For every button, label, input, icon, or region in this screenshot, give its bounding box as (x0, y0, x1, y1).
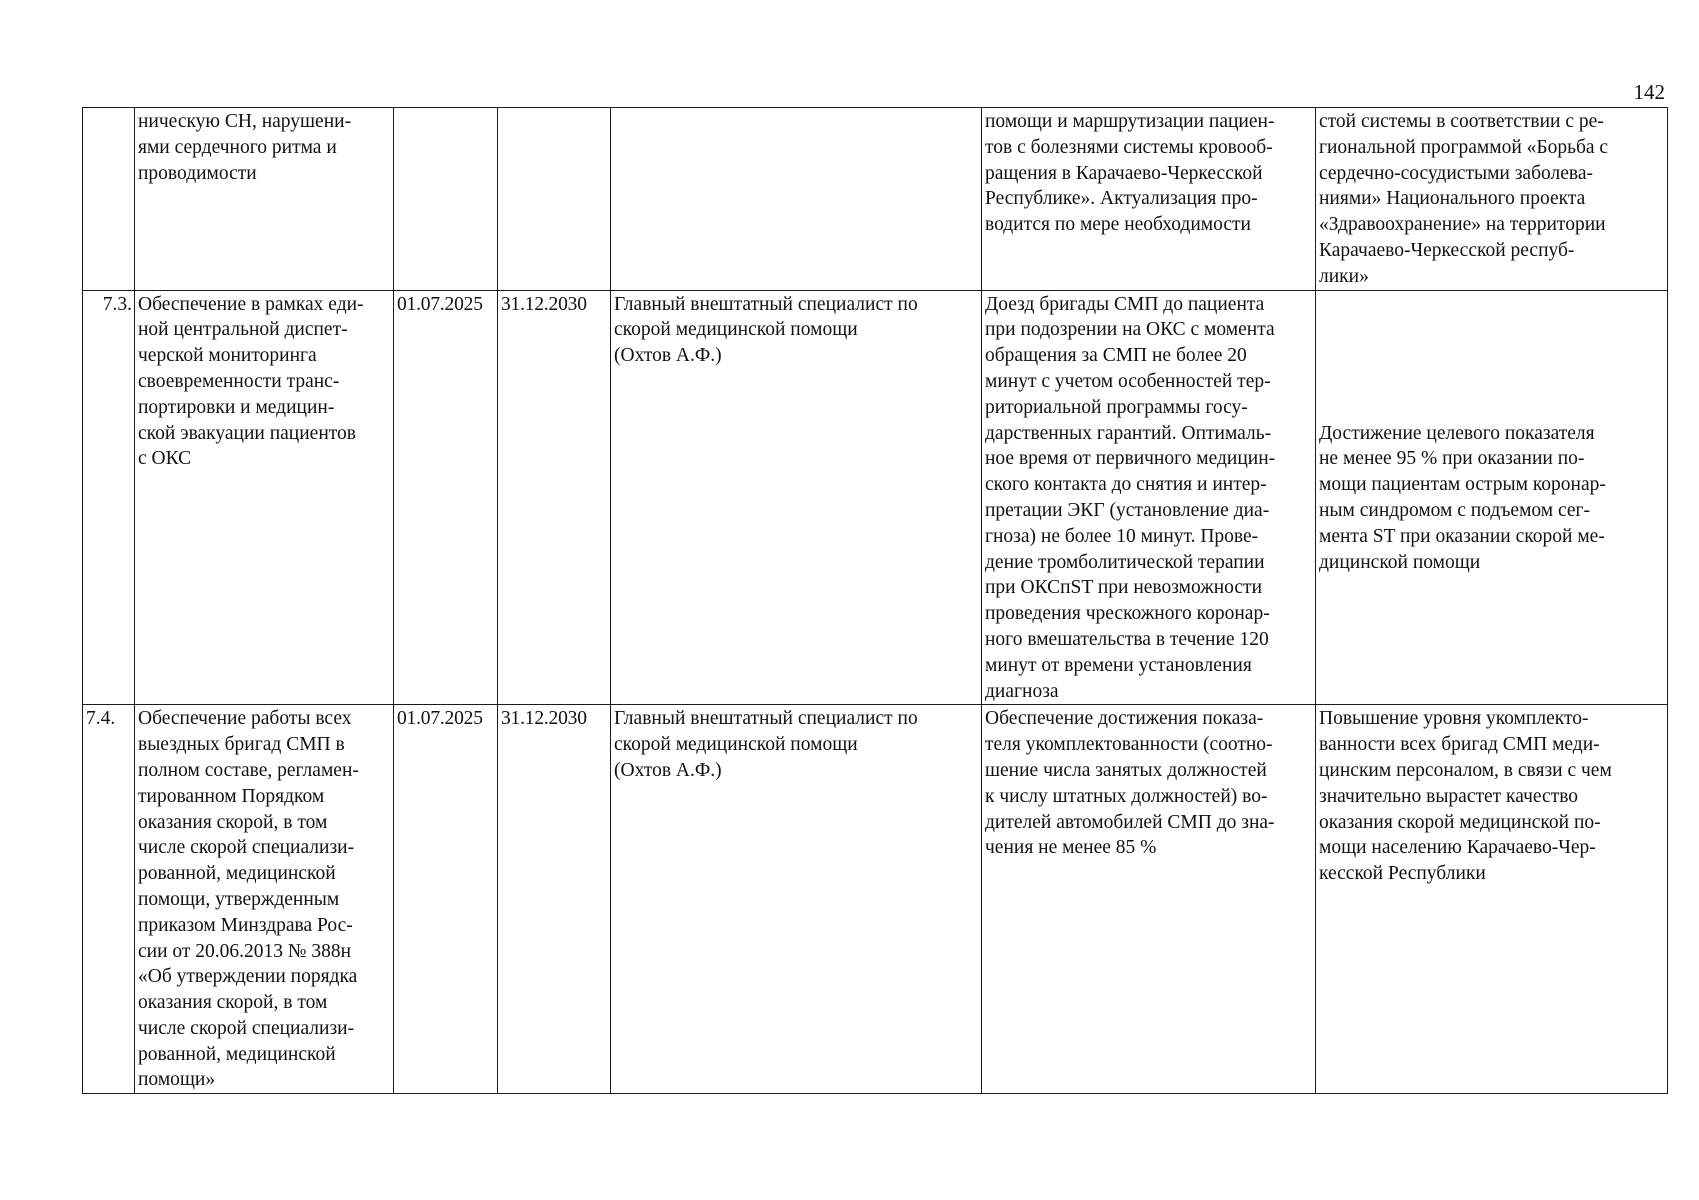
cell-text-line: гиональной программой «Борьба с (1319, 136, 1609, 158)
indicator-cell (982, 705, 1316, 1094)
measures-table (82, 107, 1668, 1094)
cell-text-line: ского контакта до снятия и интер- (985, 474, 1267, 496)
start-date (394, 108, 498, 291)
cell-text-line: выездных бригад СМП в (138, 734, 345, 756)
cell-text-line: к числу штатных должностей) во- (985, 785, 1268, 807)
cell-text-line: оказания скорой, в том (138, 811, 328, 833)
row-number (83, 108, 135, 291)
cell-text-line: Обеспечение в рамках еди- (138, 293, 364, 315)
result-cell (1316, 705, 1668, 1094)
cell-text-line: чения не менее 85 % (985, 837, 1157, 859)
table-row (83, 705, 1668, 1094)
cell-text-line: при ОКСпST при невозможности (985, 577, 1263, 599)
cell-text-line: помощи» (138, 1069, 216, 1091)
cell-text-line: Главный внештатный специалист по (614, 708, 918, 730)
cell-text-line: помощи и маршрутизации пациен- (985, 111, 1275, 132)
cell-text-line: Достижение целевого показателя (1319, 422, 1595, 444)
cell-text-line: Обеспечение работы всех (138, 708, 352, 730)
result-cell (1316, 108, 1668, 291)
cell-text-line: черской мониторинга (138, 345, 317, 367)
row-number: 7.3. (83, 290, 135, 705)
cell-text-line: Повышение уровня укомплекто- (1319, 708, 1589, 730)
cell-text-line: Обеспечение достижения показа- (985, 708, 1264, 730)
cell-text-line: теля укомплектованности (соотно- (985, 734, 1273, 756)
cell-text-line: ращения в Карачаево-Черкесской (985, 162, 1263, 184)
cell-text-line: скорой медицинской помощи (614, 319, 858, 341)
cell-text-line: Главный внештатный специалист по (614, 293, 918, 315)
cell-text-line: «Об утверждении порядка (138, 966, 358, 988)
cell-text-line: риториальной программы госу- (985, 396, 1248, 418)
indicator-cell (982, 108, 1316, 291)
table-row (83, 290, 1668, 705)
cell-text-line: приказом Минздрава Рос- (138, 914, 353, 936)
cell-text-line: рованной, медицинской (138, 1043, 336, 1065)
cell-text-line: тированном Порядком (138, 785, 325, 807)
cell-text-line: полном составе, регламен- (138, 759, 359, 781)
cell-text-line: дение тромболитической терапии (985, 551, 1265, 573)
end-date: 31.12.2030 (498, 705, 611, 1094)
table-row (83, 108, 1668, 291)
cell-text-line: шение числа занятых должностей (985, 759, 1267, 781)
result-cell (1316, 290, 1668, 705)
end-date: 31.12.2030 (498, 290, 611, 705)
cell-text-line: ным синдромом с подъемом сег- (1319, 499, 1591, 521)
cell-text-line: Доезд бригады СМП до пациента (985, 293, 1265, 315)
cell-text-line: дарственных гарантий. Оптималь- (985, 422, 1272, 444)
cell-text-line: дителей автомобилей СМП до зна- (985, 811, 1275, 833)
cell-text-line: минут от времени установления (985, 654, 1252, 676)
cell-text-line: минут с учетом особенностей тер- (985, 370, 1271, 392)
cell-text-line: рованной, медицинской (138, 863, 336, 885)
cell-text-line: дицинской помощи (1319, 551, 1481, 573)
event-cell (135, 108, 394, 291)
cell-text-line: своевременности транс- (138, 370, 340, 392)
cell-text-line: мента ST при оказании скорой ме- (1319, 525, 1605, 547)
page-number: 142 (1633, 80, 1665, 104)
responsible-cell (611, 108, 982, 291)
cell-text-line: тов с болезнями системы кровооб- (985, 136, 1273, 158)
cell-text-line: с ОКС (138, 448, 192, 470)
cell-text-line: не менее 95 % при оказании по- (1319, 448, 1585, 470)
cell-text-line: оказания скорой, в том (138, 992, 328, 1014)
cell-text-line: диагноза (985, 680, 1059, 702)
cell-text-line: проведения чрескожного коронар- (985, 603, 1270, 625)
start-date: 01.07.2025 (394, 705, 498, 1094)
cell-text-line: значительно вырастет качество (1319, 785, 1579, 807)
cell-text-line: ного вмешательства в течение 120 (985, 628, 1269, 650)
indicator-cell (982, 290, 1316, 705)
cell-text-line: мощи пациентам острым коронар- (1319, 474, 1606, 496)
cell-text-line: гноза) не более 10 минут. Прове- (985, 525, 1259, 547)
cell-text-line: помощи, утвержденным (138, 888, 340, 910)
cell-text-line: мощи населению Карачаево-Чер- (1319, 837, 1596, 859)
end-date (498, 108, 611, 291)
cell-text-line: ническую СН, нарушени- (138, 111, 352, 132)
cell-text-line: ное время от первичного медицин- (985, 448, 1276, 470)
cell-text-line: водится по мере необходимости (985, 214, 1251, 236)
cell-text-line: оказания скорой медицинской по- (1319, 811, 1601, 833)
cell-text-line: обращения за СМП не более 20 (985, 345, 1247, 367)
cell-text-line: Карачаево-Черкесской респуб- (1319, 239, 1575, 261)
row-number: 7.4. (83, 705, 135, 1094)
start-date: 01.07.2025 (394, 290, 498, 705)
cell-text-line: «Здравоохранение» на территории (1319, 214, 1606, 236)
cell-text-line: претации ЭКГ (установление диа- (985, 499, 1270, 521)
cell-text-line: кесской Республики (1319, 863, 1486, 885)
cell-text-line: ями сердечного ритма и (138, 136, 337, 158)
cell-text-line: лики» (1319, 265, 1369, 287)
cell-text-line: (Охтов А.Ф.) (614, 345, 722, 367)
event-cell (135, 705, 394, 1094)
cell-text-line: ванности всех бригад СМП меди- (1319, 734, 1600, 756)
cell-text-line: ной центральной диспет- (138, 319, 348, 341)
cell-text-line: скорой медицинской помощи (614, 734, 858, 756)
responsible-cell (611, 290, 982, 705)
cell-text-line: стой системы в соответствии с ре- (1319, 111, 1604, 132)
cell-text-line: проводимости (138, 162, 257, 184)
cell-text-line: числе скорой специализи- (138, 837, 355, 859)
cell-text-line: Республике». Актуализация про- (985, 188, 1258, 210)
cell-text-line: числе скорой специализи- (138, 1017, 355, 1039)
cell-text-line: портировки и медицин- (138, 396, 335, 418)
responsible-cell (611, 705, 982, 1094)
cell-text-line: при подозрении на ОКС с момента (985, 319, 1275, 341)
cell-text-line: сии от 20.06.2013 № 388н (138, 940, 352, 962)
cell-text-line: ниями» Национального проекта (1319, 188, 1586, 210)
event-cell (135, 290, 394, 705)
cell-text-line: (Охтов А.Ф.) (614, 759, 722, 781)
cell-text-line: сердечно-сосудистыми заболева- (1319, 162, 1593, 184)
cell-text-line: цинским персоналом, в связи с чем (1319, 759, 1612, 781)
cell-text-line: ской эвакуации пациентов (138, 422, 356, 444)
